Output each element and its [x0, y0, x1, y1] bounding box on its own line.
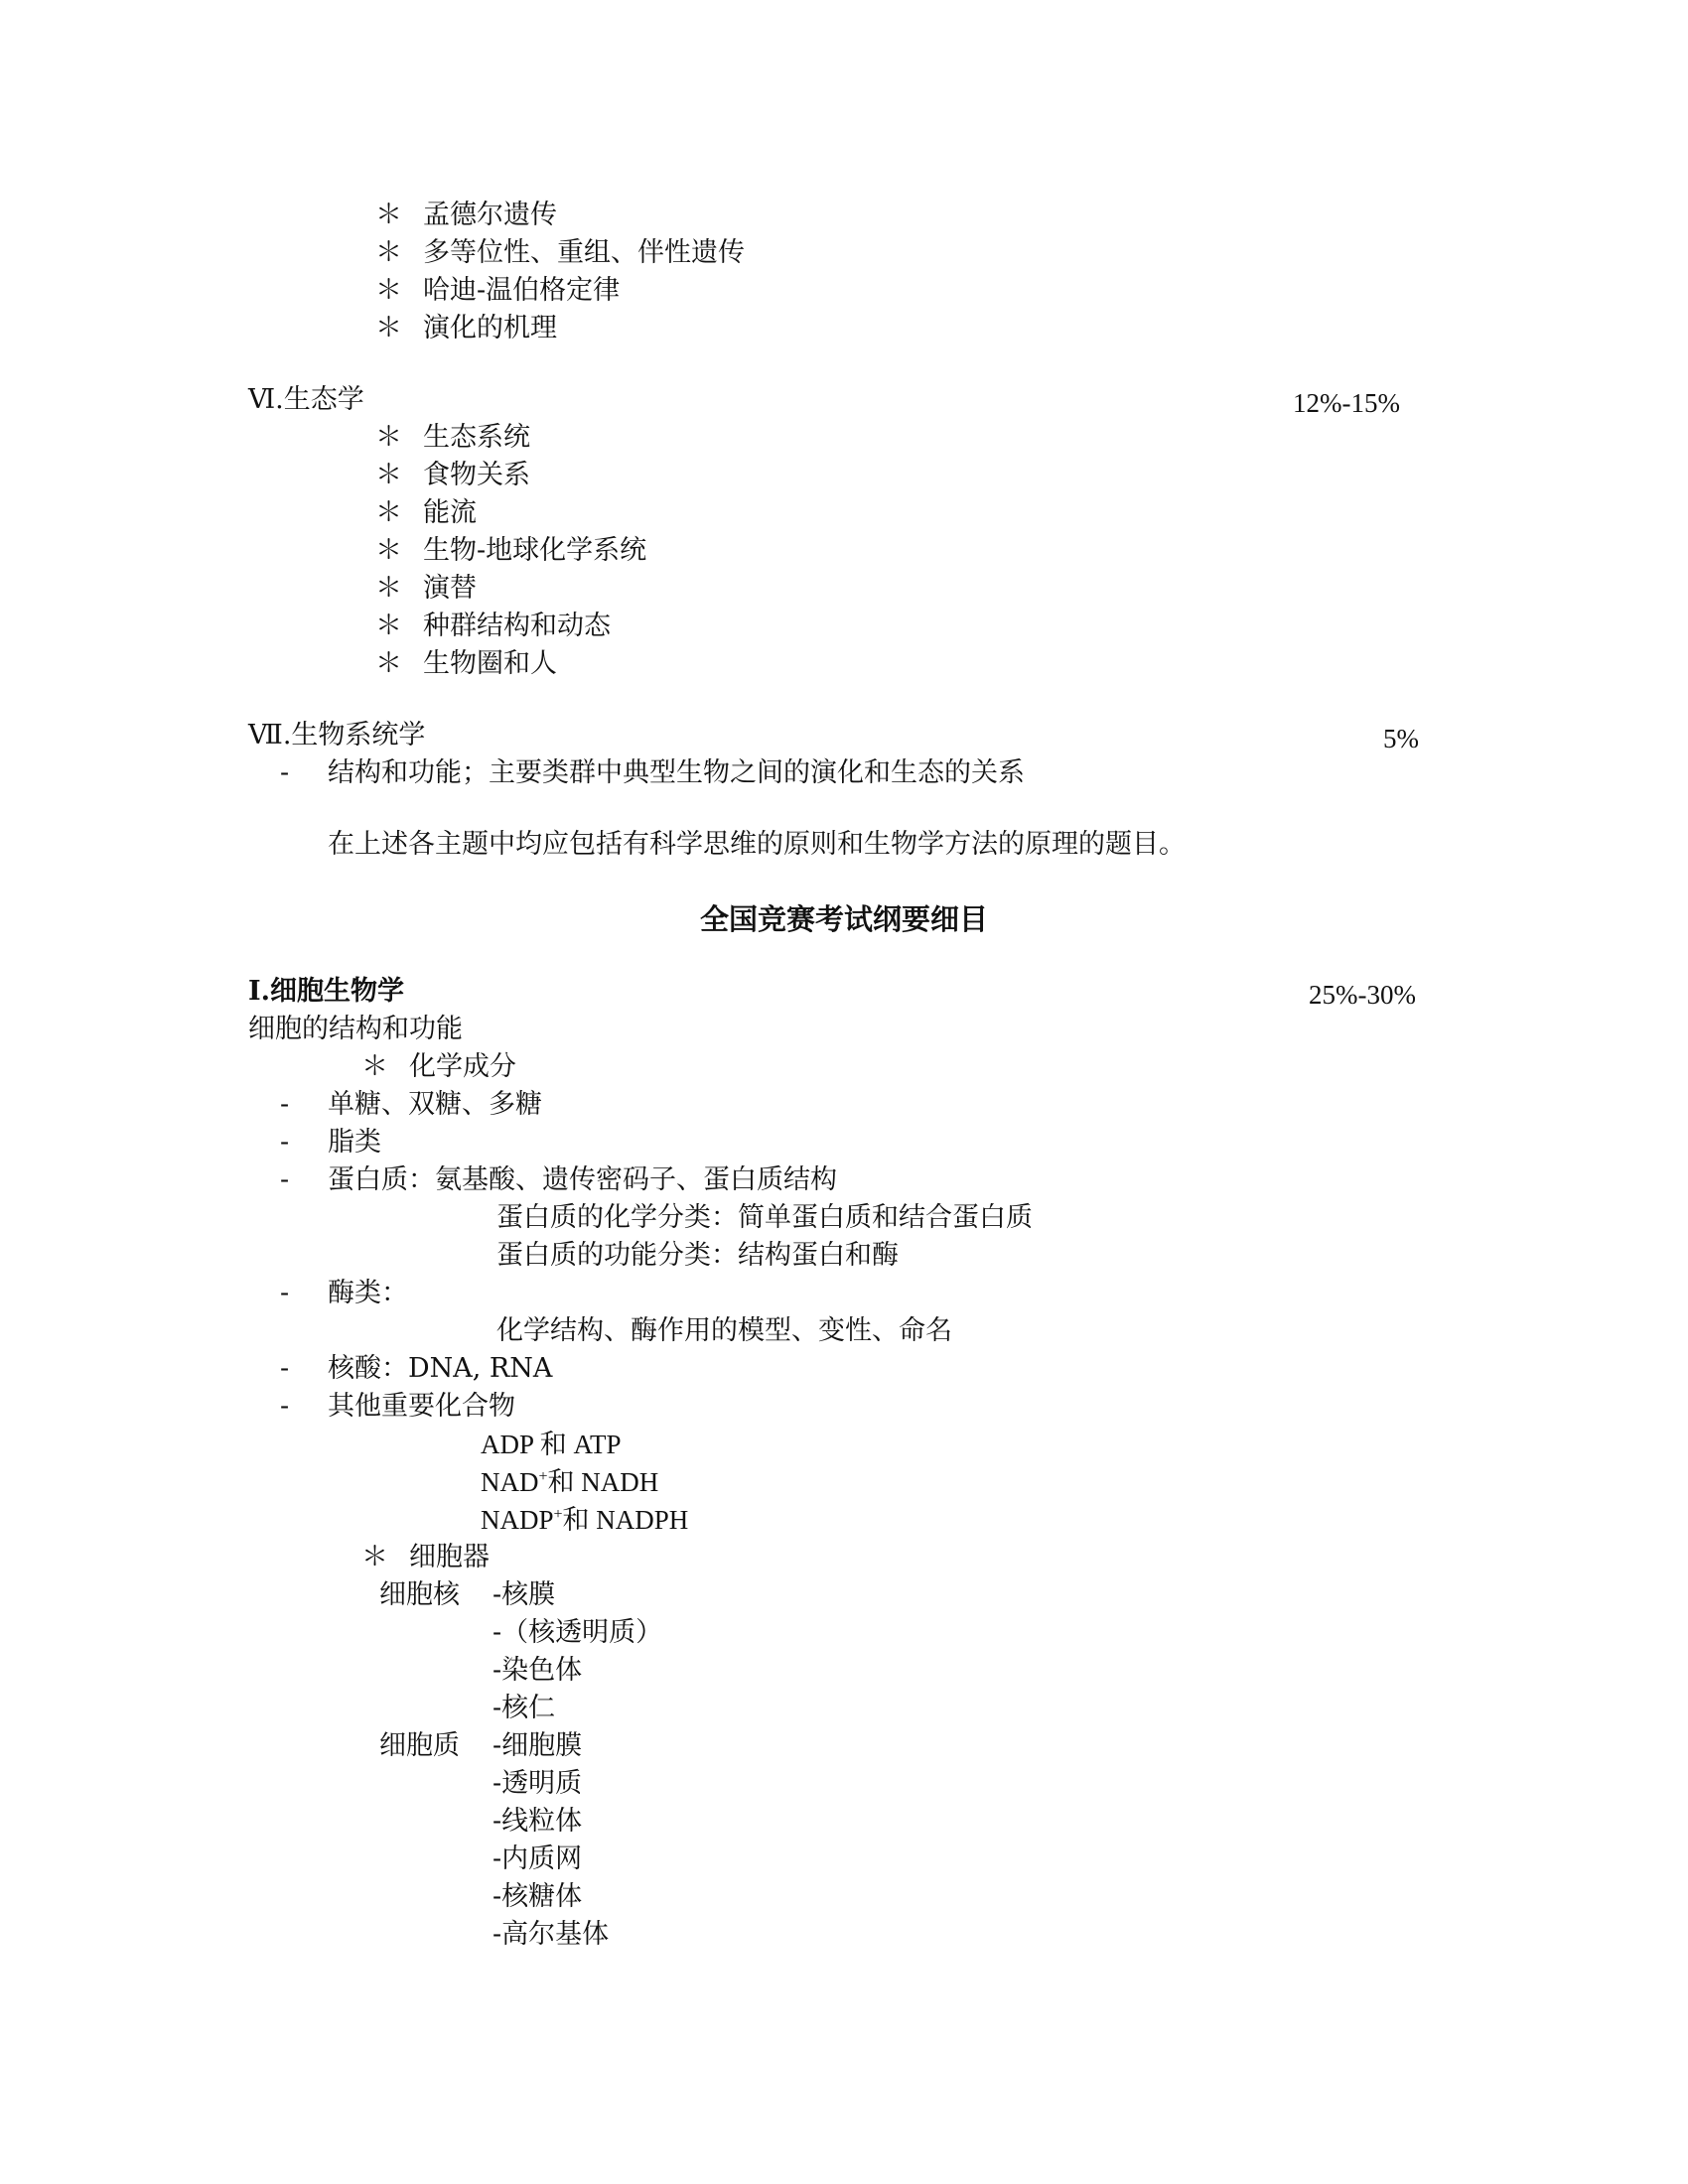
- bullet-dash: -: [280, 1127, 290, 1158]
- list-item: 哈迪-温伯格定律: [423, 275, 621, 306]
- compound-rest: 和 NADH: [547, 1467, 659, 1497]
- section-heading: Ⅶ.生物系统学: [248, 720, 426, 751]
- section-heading: Ⅵ.生态学: [248, 384, 364, 415]
- list-item: 结构和功能；主要类群中典型生物之间的演化和生态的关系: [328, 757, 1025, 788]
- section-percent: 12%-15%: [1293, 388, 1400, 418]
- bullet-star: ＊: [375, 422, 402, 453]
- organelle-item: -细胞膜: [492, 1730, 583, 1761]
- bullet-star: ＊: [375, 611, 402, 641]
- section-percent: 25%-30%: [1309, 980, 1416, 1010]
- organelle-item: -核膜: [492, 1579, 556, 1610]
- list-subitem: 化学结构、酶作用的模型、变性、命名: [496, 1315, 952, 1346]
- list-item: 能流: [423, 497, 477, 528]
- compound-item: ADP 和 ATP: [481, 1430, 622, 1459]
- organelle-item: -核仁: [492, 1693, 556, 1723]
- organelle-group-label: 细胞质: [379, 1730, 460, 1761]
- bullet-star: ＊: [375, 497, 402, 528]
- compound-item: [481, 1465, 658, 1499]
- organelle-item: -内质网: [492, 1843, 583, 1874]
- superscript-plus: +: [538, 1468, 548, 1485]
- list-item: 酶类：: [328, 1278, 408, 1308]
- list-item: 核酸：DNA, RNA: [328, 1353, 553, 1384]
- bullet-star: ＊: [375, 313, 402, 343]
- subheading: 细胞的结构和功能: [248, 1014, 463, 1044]
- organelle-group-label: 细胞核: [379, 1579, 460, 1610]
- compound-rest: 和 NADPH: [562, 1505, 689, 1535]
- bullet-star: ＊: [361, 1542, 388, 1572]
- list-item: 生物圈和人: [423, 648, 557, 679]
- section-heading: Ⅰ.细胞生物学: [248, 976, 405, 1007]
- bullet-star: ＊: [375, 573, 402, 604]
- topic-heading: 细胞器: [409, 1542, 490, 1572]
- organelle-item: -（核透明质）: [492, 1617, 663, 1648]
- list-item: 演替: [423, 573, 477, 604]
- organelle-item: -高尔基体: [492, 1919, 610, 1950]
- list-subitem: 蛋白质的功能分类：结构蛋白和酶: [496, 1240, 899, 1271]
- bullet-dash: -: [280, 1089, 290, 1120]
- list-item: 脂类: [328, 1127, 381, 1158]
- list-item: 演化的机理: [423, 313, 557, 343]
- bullet-star: ＊: [361, 1051, 388, 1082]
- compound-name: NAD: [481, 1467, 539, 1497]
- compound-name: NADP: [481, 1505, 554, 1535]
- list-item: 其他重要化合物: [328, 1391, 515, 1422]
- bullet-star: ＊: [375, 200, 402, 230]
- organelle-item: -核糖体: [492, 1881, 583, 1912]
- list-item: 食物关系: [423, 460, 530, 490]
- list-item: 蛋白质：氨基酸、遗传密码子、蛋白质结构: [328, 1164, 837, 1195]
- topic-heading: 化学成分: [409, 1051, 516, 1082]
- bullet-star: ＊: [375, 648, 402, 679]
- organelle-item: -线粒体: [492, 1806, 583, 1837]
- superscript-plus: +: [553, 1506, 563, 1523]
- list-subitem: 蛋白质的化学分类：简单蛋白质和结合蛋白质: [496, 1202, 1033, 1233]
- list-item: 生物-地球化学系统: [423, 535, 647, 566]
- list-item: 种群结构和动态: [423, 611, 611, 641]
- compound-item: [481, 1503, 688, 1537]
- bullet-dash: -: [280, 1164, 290, 1195]
- section-percent: 5%: [1383, 724, 1419, 753]
- bullet-dash: -: [280, 1353, 290, 1384]
- bullet-star: ＊: [375, 275, 402, 306]
- bullet-dash: -: [280, 1278, 290, 1308]
- bullet-dash: -: [280, 757, 290, 788]
- list-item: 生态系统: [423, 422, 530, 453]
- note-paragraph: 在上述各主题中均应包括有科学思维的原则和生物学方法的原理的题目。: [328, 829, 1186, 860]
- page-title: 全国竞赛考试纲要细目: [699, 902, 988, 936]
- bullet-star: ＊: [375, 460, 402, 490]
- list-item: 孟德尔遗传: [423, 200, 557, 230]
- list-item: 单糖、双糖、多糖: [328, 1089, 542, 1120]
- organelle-item: -染色体: [492, 1655, 583, 1686]
- bullet-star: ＊: [375, 535, 402, 566]
- bullet-star: ＊: [375, 237, 402, 268]
- bullet-dash: -: [280, 1391, 290, 1422]
- list-item: 多等位性、重组、伴性遗传: [423, 237, 745, 268]
- organelle-item: -透明质: [492, 1768, 583, 1799]
